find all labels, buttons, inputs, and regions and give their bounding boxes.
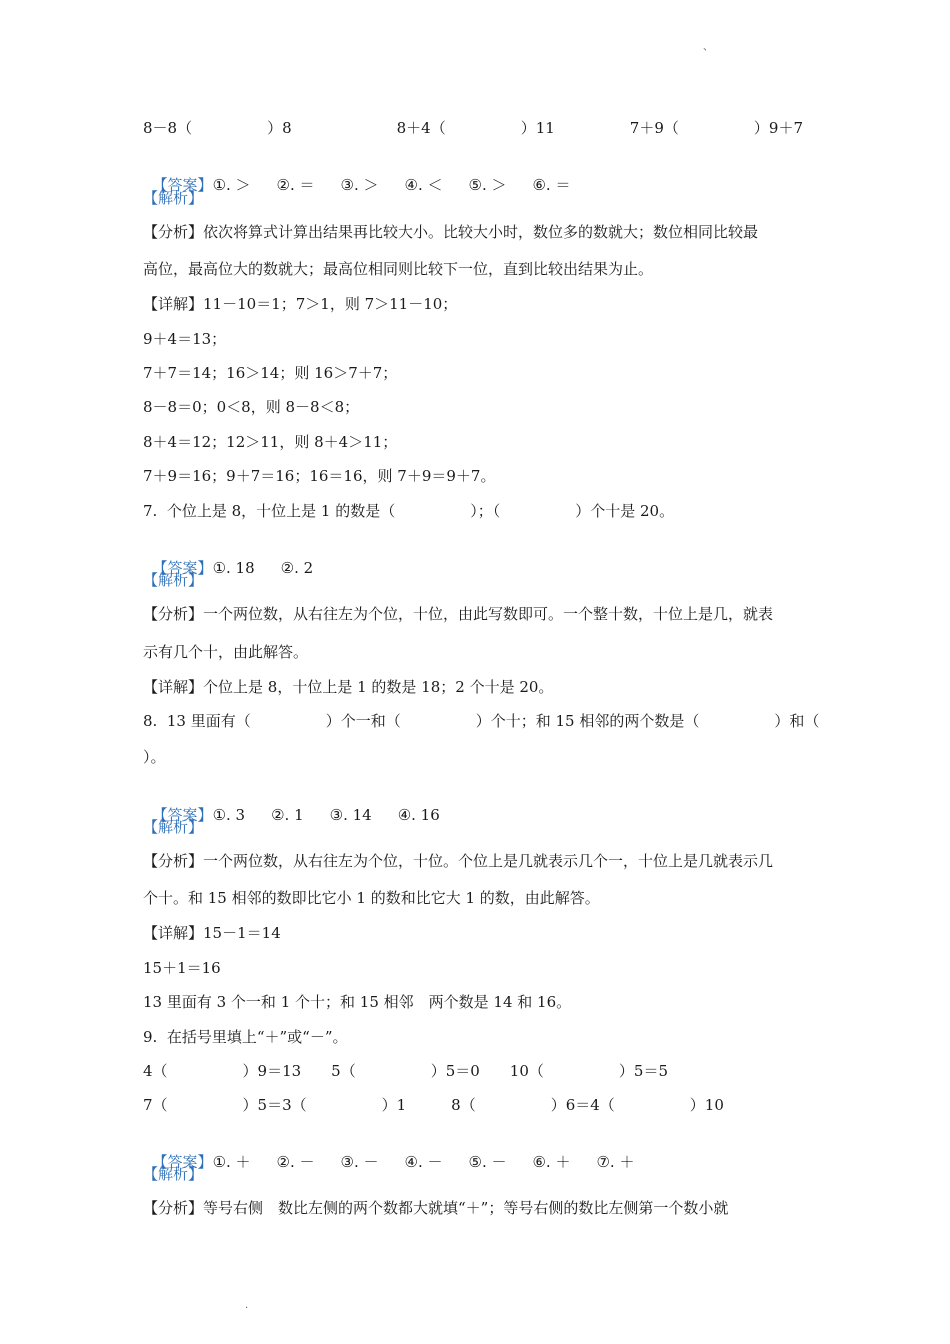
problem-6-row2: 8－8（ ）8 8＋4（ ）11 7＋9（ ）9＋7 [143,119,803,137]
answer-item: ⑥. ＋ [532,1153,571,1171]
question-8-cont: ）。 [143,748,166,766]
detail-line [143,922,281,944]
answer-item: ⑤. － [468,1153,507,1171]
fenxi-tag: 【分析】 [143,605,204,623]
detail-line: 9＋4＝13； [143,330,227,348]
analysis-tag: 【解析】 [143,818,204,836]
answer-item: ⑥. ＝ [532,176,571,194]
analysis-text-cont: 示有几个十，由此解答。 [143,643,309,661]
xiangjie-tag: 【详解】 [143,295,204,313]
detail-text: 15－1＝14 [203,924,281,942]
answer-tag: 【答案】 [152,1153,213,1171]
detail-line: 8－8＝0；0＜8，则 8－8＜8； [143,398,360,416]
answer-item: ③. 14 [329,806,372,824]
answer-item: ④. 16 [397,806,440,824]
analysis-text [143,850,773,872]
answer-row-6 [143,152,596,196]
answer-tag: 【答案】 [152,806,213,824]
question-9-row2: 7（ ）5＝3（ ）1 8（ ）6＝4（ ）10 [143,1096,724,1114]
answer-item: ⑦. ＋ [596,1153,635,1171]
question-7: 7. 个位上是 8，十位上是 1 的数是（ ）；（ ）个十是 20。 [143,502,675,520]
analysis-text-cont: 个十。和 15 相邻的数即比它小 1 的数和比它大 1 的数，由此解答。 [143,889,600,907]
analysis-tag: 【解析】 [143,1165,204,1183]
answer-item: ②. ＝ [276,176,315,194]
detail-text: 个位上是 8，十位上是 1 的数是 18；2 个十是 20。 [203,678,554,696]
question-9-row1: 4（ ）9＝13 5（ ）5＝0 10（ ）5＝5 [143,1062,668,1080]
answer-item: ①. 18 [212,559,255,577]
fenxi-text: 一个两位数，从右往左为个位，十位，由此写数即可。一个整十数，十位上是几，就表 [203,605,774,623]
answer-tag: 【答案】 [152,176,213,194]
answer-item: ③. ＞ [340,176,379,194]
answer-tag: 【答案】 [152,559,213,577]
fenxi-tag: 【分析】 [143,852,204,870]
detail-line [143,293,457,315]
detail-text: 11－10＝1；7＞1，则 7＞11－10； [203,295,458,313]
detail-line [143,676,553,698]
question-9: 9. 在括号里填上“＋”或“－”。 [143,1028,348,1046]
detail-line: 7＋7＝14；16＞14；则 16＞7＋7； [143,364,398,382]
answer-item: ①. 3 [212,806,246,824]
answer-item: ⑤. ＞ [468,176,507,194]
answer-item: ④. － [404,1153,443,1171]
answer-row-9 [143,1129,660,1173]
detail-line: 15＋1＝16 [143,959,221,977]
fenxi-text: 一个两位数，从右往左为个位，十位。个位上是几就表示几个一，十位上是几就表示几 [203,852,774,870]
analysis-tag: 【解析】 [143,571,204,589]
answer-item: ②. － [276,1153,315,1171]
header-mark: 、 [703,42,713,53]
footer-mark: . [245,1300,249,1311]
answer-item: ③. － [340,1153,379,1171]
answer-item: ①. ＞ [212,176,251,194]
xiangjie-tag: 【详解】 [143,924,204,942]
analysis-text [143,603,773,625]
answer-item: ②. 2 [280,559,314,577]
analysis-text [143,1197,728,1219]
fenxi-text: 等号右侧 数比左侧的两个数都大就填“＋”；等号右侧的数比左侧第一个数小就 [203,1199,729,1217]
analysis-tag: 【解析】 [143,189,204,207]
detail-line: 13 里面有 3 个一和 1 个十；和 15 相邻 两个数是 14 和 16。 [143,993,572,1011]
analysis-text-cont: 高位，最高位大的数就大；最高位相同则比较下一位，直到比较出结果为止。 [143,260,654,278]
detail-line: 8＋4＝12；12＞11，则 8＋4＞11； [143,433,398,451]
answer-item: ①. ＋ [212,1153,251,1171]
fenxi-tag: 【分析】 [143,223,204,241]
answer-item: ②. 1 [271,806,304,824]
analysis-text [143,221,758,243]
xiangjie-tag: 【详解】 [143,678,204,696]
answer-item: ④. ＜ [404,176,443,194]
fenxi-tag: 【分析】 [143,1199,204,1217]
fenxi-text: 依次将算式计算出结果再比较大小。比较大小时，数位多的数就大；数位相同比较最 [203,223,759,241]
question-8: 8. 13 里面有（ ）个一和（ ）个十；和 15 相邻的两个数是（ ）和（ [143,712,820,730]
detail-line: 7＋9＝16；9＋7＝16；16＝16，则 7＋9＝9＋7。 [143,467,496,485]
